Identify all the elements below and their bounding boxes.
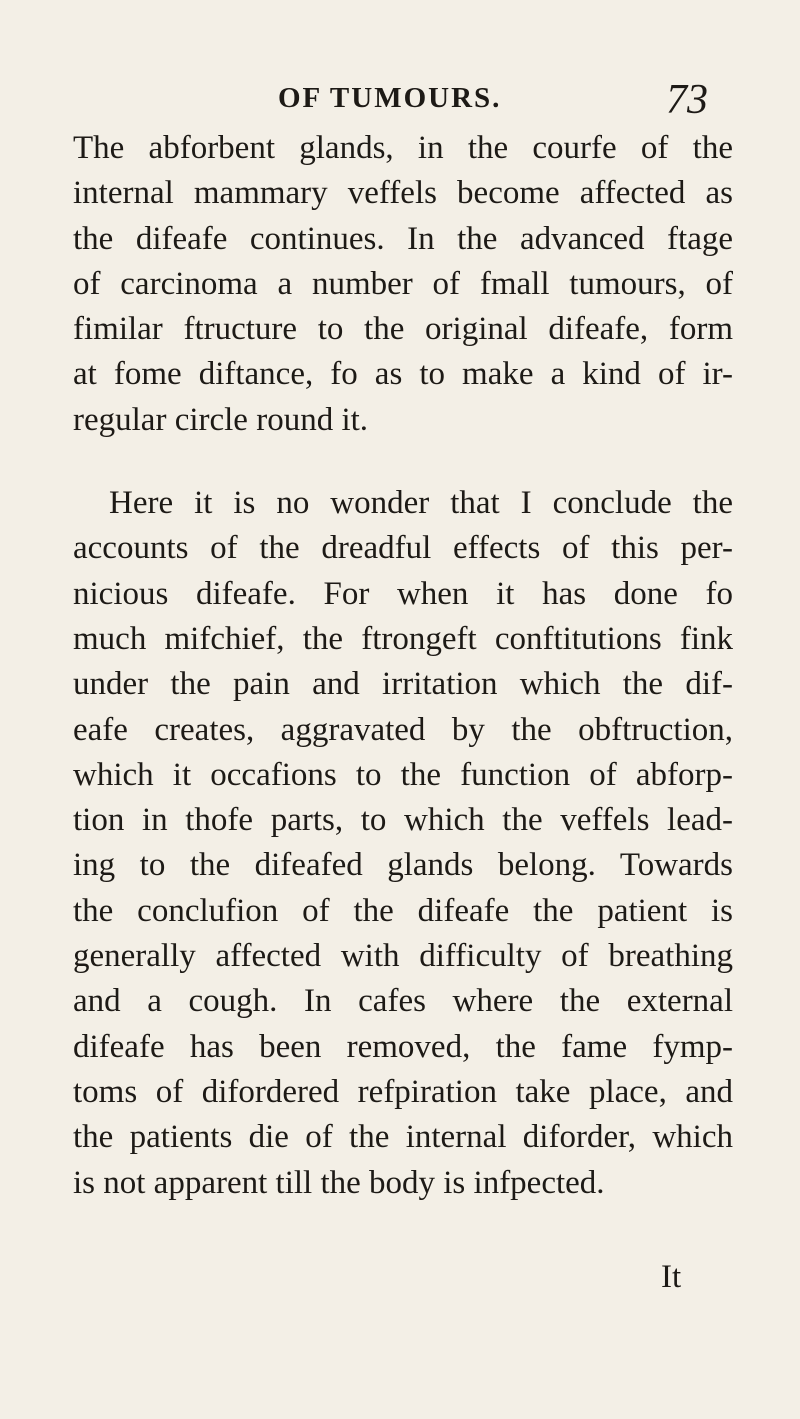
text-line: the conclufion of the difeafe the patient is — [73, 892, 733, 929]
text-line: difeafe has been removed, the fame fymp- — [73, 1028, 733, 1065]
text-line: much mifchief, the ftrongeft conftitutions fink — [73, 620, 733, 657]
catchword: It — [661, 1259, 682, 1295]
text-line: toms of difordered refpiration take place, and — [73, 1073, 733, 1110]
text-line: nicious difeafe. For when it has done fo — [73, 575, 733, 612]
text-line: and a cough. In cafes where the external — [73, 983, 733, 1020]
text-line: which it occafions to the function of abforp- — [73, 756, 733, 793]
text-line: accounts of the dreadful effects of this per- — [73, 530, 733, 567]
text-line: the patients die of the internal diforder, which — [73, 1119, 733, 1156]
text-line: fimilar ftructure to the original difeafe, form — [73, 311, 733, 348]
text-line: eafe creates, aggravated by the obftruction, — [73, 711, 733, 748]
paragraph — [73, 126, 733, 443]
text-line: ing to the difeafed glands belong. Towards — [73, 847, 733, 884]
running-head — [0, 72, 800, 122]
text-line: of carcinoma a number of fmall tumours, of — [73, 265, 733, 302]
text-line: generally affected with difficulty of breathing — [73, 938, 733, 975]
text-line: is not apparent till the body is infpected. — [73, 1164, 605, 1201]
text-line: at fome diftance, fo as to make a kind of ir- — [73, 356, 733, 393]
text-line: The abforbent glands, in the courfe of the — [73, 130, 733, 166]
paragraph — [73, 481, 733, 1206]
text-line: internal mammary veffels become affected as — [73, 175, 733, 212]
text-line: under the pain and irritation which the dif- — [73, 666, 733, 703]
text-line: tion in thofe parts, to which the veffels lead- — [73, 802, 733, 839]
text-line: the difeafe continues. In the advanced ftage — [73, 220, 733, 257]
paragraph-gap — [73, 443, 733, 481]
running-head-title: OF TUMOURS. — [278, 82, 502, 114]
page-number: 73 — [666, 77, 708, 123]
text-line: Here it is no wonder that I conclude the — [109, 485, 733, 522]
text-line: regular circle round it. — [73, 401, 369, 438]
body-text — [73, 126, 733, 1206]
